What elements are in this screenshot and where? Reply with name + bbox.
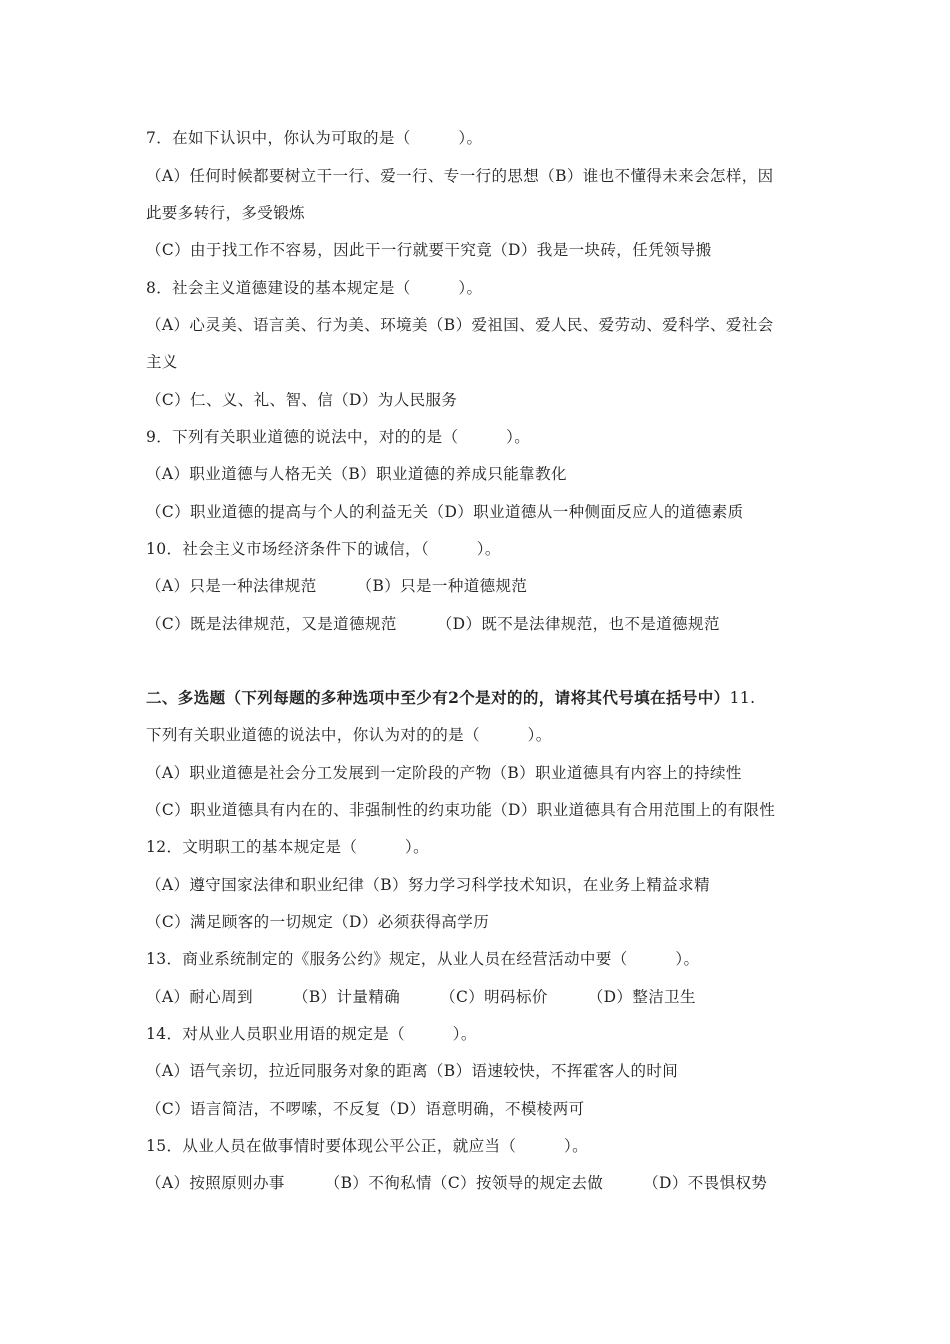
section-heading-multiple-choice [146,688,755,708]
question-14-options-ab: （A）语气亲切，拉近同服务对象的距离（B）语速较快，不挥霍客人的时间 [146,1062,679,1080]
section-heading-text: 二、多选题（下列每题的多种选项中至少有2个是对的的，请将其代号填在括号中） [146,688,730,707]
question-12: 12．文明职工的基本规定是（ ）。 [146,838,430,856]
question-9-options-ab: （A）职业道德与人格无关（B）职业道德的养成只能靠教化 [146,465,567,483]
question-9: 9．下列有关职业道德的说法中，对的的是（ ）。 [146,428,531,446]
question-8-options-ab: （A）心灵美、语言美、行为美、环境美（B）爱祖国、爱人民、爱劳动、爱科学、爱社会 [146,316,774,334]
question-14: 14．对从业人员职业用语的规定是（ ）。 [146,1025,477,1043]
question-15-options: （A）按照原则办事 （B）不徇私情（C）按领导的规定去做 （D）不畏惧权势 [146,1174,768,1192]
question-11: 下列有关职业道德的说法中，你认为对的的是（ ）。 [146,726,552,744]
question-11-options-ab: （A）职业道德是社会分工发展到一定阶段的产物（B）职业道德具有内容上的持续性 [146,764,742,782]
question-8-options-ab-cont: 主义 [146,353,178,371]
question-8-options-cd: （C）仁、义、礼、智、信（D）为人民服务 [146,391,458,409]
question-15: 15．从业人员在做事情时要体现公平公正，就应当（ ）。 [146,1137,589,1155]
question-7-options-cd: （C）由于找工作不容易，因此干一行就要干究竟（D）我是一块砖，任凭领导搬 [146,241,712,259]
question-11-options-cd: （C）职业道德具有内在的、非强制性的约束功能（D）职业道德具有合用范围上的有限性 [146,801,776,819]
question-10-options-ab: （A）只是一种法律规范 （B）只是一种道德规范 [146,577,528,595]
question-14-options-cd: （C）语言简洁，不啰嗦，不反复（D）语意明确，不模棱两可 [146,1100,585,1118]
question-11-number: 11. [729,689,756,707]
question-8: 8．社会主义道德建设的基本规定是（ ）。 [146,279,483,297]
question-12-options-cd: （C）满足顾客的一切规定（D）必须获得高学历 [146,913,490,931]
question-7: 7．在如下认识中，你认为可取的是（ ）。 [146,129,483,147]
question-10: 10．社会主义市场经济条件下的诚信，（ ）。 [146,540,501,558]
question-13-options: （A）耐心周到 （B）计量精确 （C）明码标价 （D）整洁卫生 [146,988,696,1006]
question-7-options-ab-cont: 此要多转行，多受锻炼 [146,204,306,222]
question-12-options-ab: （A）遵守国家法律和职业纪律（B）努力学习科学技术知识，在业务上精益求精 [146,876,710,894]
question-9-options-cd: （C）职业道德的提高与个人的利益无关（D）职业道德从一种侧面反应人的道德素质 [146,503,744,521]
question-10-options-cd: （C）既是法律规范，又是道德规范 （D）既不是法律规范，也不是道德规范 [146,615,720,633]
question-7-options-ab: （A）任何时候都要树立干一行、爱一行、专一行的思想（B）谁也不懂得未来会怎样，因 [146,167,774,185]
question-13: 13．商业系统制定的《服务公约》规定，从业人员在经营活动中要（ ）。 [146,950,700,968]
